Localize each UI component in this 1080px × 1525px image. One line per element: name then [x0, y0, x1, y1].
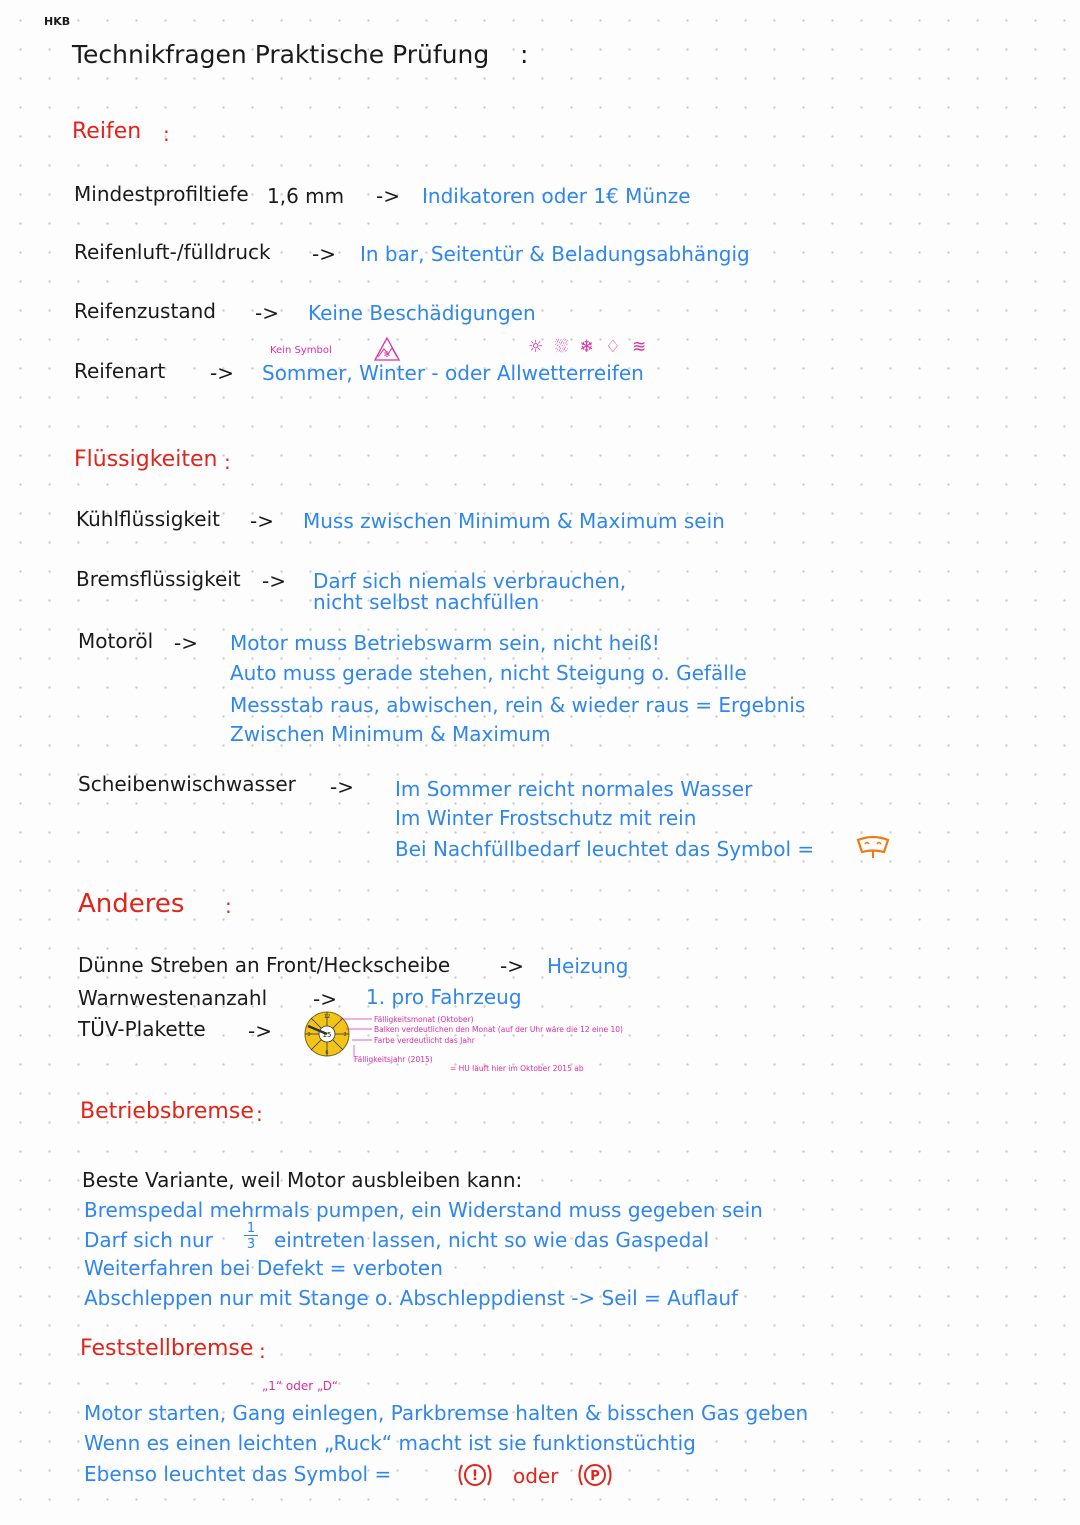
arrow: -> [248, 1019, 272, 1043]
betriebsbremse-intro: Beste Variante, weil Motor ausbleiben kann: [82, 1168, 523, 1192]
section-colon: : [224, 450, 231, 474]
section-heading-feststellbremse: Feststellbremse [80, 1336, 254, 1361]
answer-bremsfluessigkeit-1: Darf sich niemals verbrauchen, [313, 569, 627, 593]
feststellbremse-line-1: Motor starten, Gang einlegen, Parkbremse halten & bisschen Gas geben [84, 1401, 809, 1425]
tuev-note-summary: = HU läuft hier im Oktober 2015 ab [450, 1064, 584, 1073]
label-reifenart: Reifenart [74, 359, 166, 383]
answer-motoroel-1: Motor muss Betriebswarm sein, nicht heiß! [230, 631, 660, 655]
section-colon: : [256, 1102, 263, 1126]
answer-motoroel-4: Zwischen Minimum & Maximum [230, 722, 551, 746]
feststellbremse-line-3: Ebenso leuchtet das Symbol = [84, 1462, 392, 1486]
label-scheibenwischwasser: Scheibenwischwasser [78, 772, 296, 796]
note-kein-symbol: Kein Symbol [270, 345, 332, 356]
section-heading-anderes: Anderes [78, 889, 185, 919]
arrow: -> [262, 569, 286, 593]
answer-reifenart: Sommer, Winter - oder Allwetterreifen [262, 361, 644, 385]
label-kuehlfluessigkeit: Kühlflüssigkeit [76, 507, 220, 531]
answer-profiltiefe: Indikatoren oder 1€ Münze [422, 184, 691, 208]
arrow: -> [250, 509, 274, 533]
section-heading-fluessigkeiten: Flüssigkeiten [74, 447, 218, 472]
label-warnwestenanzahl: Warnwestenanzahl [78, 986, 268, 1010]
parking-brake-icon [576, 1459, 614, 1491]
answer-bremsfluessigkeit-2: nicht selbst nachfüllen [313, 590, 540, 614]
label-duenne-streben: Dünne Streben an Front/Heckscheibe [78, 953, 451, 977]
label-reifenluftdruck: Reifenluft-/fülldruck [74, 240, 271, 264]
arrow: -> [330, 775, 354, 799]
arrow: -> [500, 954, 524, 978]
page-title-colon: : [520, 40, 529, 69]
answer-motoroel-2: Auto muss gerade stehen, nicht Steigung o. Gefälle [230, 661, 747, 685]
or-word: oder [513, 1464, 559, 1488]
brake-warning-glyph: ! [471, 1468, 479, 1484]
arrow: -> [312, 242, 336, 266]
betriebsbremse-line-2a: Darf sich nur [84, 1228, 213, 1252]
label-motoroel: Motoröl [78, 629, 154, 653]
answer-reifenluftdruck: In bar, Seitentür & Beladungsabhängig [360, 242, 750, 266]
winter-mountain-icon [373, 336, 401, 362]
answer-motoroel-3: Messstab raus, abwischen, rein & wieder raus = Ergebnis [230, 693, 806, 717]
svg-text:3: 3 [343, 1032, 347, 1038]
arrow: -> [376, 184, 400, 208]
answer-kuehlfluessigkeit: Muss zwischen Minimum & Maximum sein [303, 509, 725, 533]
answer-reifenzustand: Keine Beschädigungen [308, 301, 536, 325]
tuev-note-year: Fälligkeitsjahr (2015) [354, 1055, 433, 1064]
betriebsbremse-line-3: Weiterfahren bei Defekt = verboten [84, 1256, 443, 1280]
page-title: Technikfragen Praktische Prüfung [72, 40, 490, 69]
section-colon: : [225, 894, 232, 918]
section-heading-reifen: Reifen [72, 119, 142, 144]
answer-scheibenwasser-1: Im Sommer reicht normales Wasser [395, 777, 753, 801]
svg-text:12: 12 [323, 1014, 331, 1020]
tuev-note-color: Farbe verdeutlicht das Jahr [374, 1036, 475, 1045]
tuev-year-label: 15 [322, 1031, 332, 1039]
betriebsbremse-line-4: Abschleppen nur mit Stange o. Abschleppdienst -> Seil = Auflauf [84, 1286, 739, 1310]
section-heading-betriebsbremse: Betriebsbremse [80, 1099, 254, 1124]
label-reifenzustand: Reifenzustand [74, 299, 216, 323]
svg-text:9: 9 [307, 1032, 311, 1038]
author-initials: HKB [44, 15, 71, 28]
betriebsbremse-line-2b: eintreten lassen, nicht so wie das Gaspedal [274, 1228, 710, 1252]
betriebsbremse-line-1: Bremspedal mehrmals pumpen, ein Widerstand muss gegeben sein [84, 1198, 763, 1222]
washer-fluid-icon [855, 834, 891, 860]
brake-warning-icon [456, 1459, 494, 1491]
feststellbremse-line-2: Wenn es einen leichten „Ruck“ macht ist sie funktionstüchtig [84, 1431, 696, 1455]
label-bremsfluessigkeit: Bremsflüssigkeit [76, 567, 241, 591]
arrow: -> [255, 301, 279, 325]
parking-brake-glyph: P [590, 1469, 600, 1484]
label-tuev-plakette: TÜV-Plakette [78, 1017, 206, 1041]
answer-warnwesten: 1. pro Fahrzeug [366, 985, 522, 1009]
tuev-note-bars: Balken verdeutlichen den Monat (auf der Uhr wäre die 12 eine 10) [374, 1025, 623, 1034]
label-mindestprofiltiefe: Mindestprofiltiefe [74, 182, 249, 206]
tuev-note-month: Fälligkeitsmonat (Oktober) [374, 1015, 474, 1024]
arrow: -> [313, 987, 337, 1011]
fraction-denominator: 3 [246, 1237, 256, 1252]
svg-text:✻: ✻ [383, 350, 391, 359]
allweather-symbols-icon: ☼ ⛆ ❄ ♢ ≋ [528, 337, 650, 357]
arrow: -> [174, 631, 198, 655]
fraction-numerator: 1 [244, 1222, 258, 1236]
answer-heizung: Heizung [547, 954, 629, 978]
answer-scheibenwasser-3: Bei Nachfüllbedarf leuchtet das Symbol = [395, 837, 815, 861]
arrow: -> [210, 361, 234, 385]
section-colon: : [259, 1339, 266, 1363]
note-gang: „1“ oder „D“ [262, 1379, 338, 1393]
answer-scheibenwasser-2: Im Winter Frostschutz mit rein [395, 806, 697, 830]
section-colon: : [163, 122, 170, 146]
svg-text:6: 6 [325, 1050, 329, 1056]
value-profiltiefe: 1,6 mm [267, 184, 345, 208]
